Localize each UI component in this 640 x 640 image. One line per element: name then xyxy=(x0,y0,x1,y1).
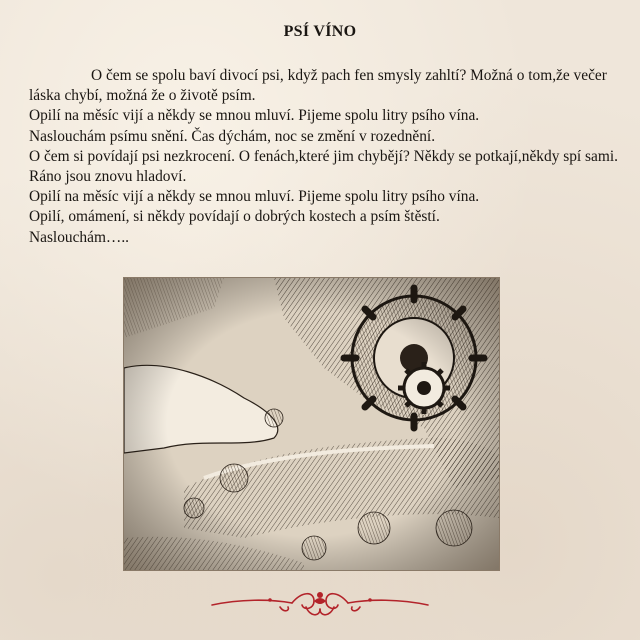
poem-line: Opilí, omámení, si někdy povídají o dobrých kostech a psím štěstí. xyxy=(29,208,440,226)
poem-line: Naslouchám psímu snění. Čas dýchám, noc se změní v rozednění. xyxy=(29,127,436,145)
poem-line: Opilí na měsíc vijí a někdy se mnou mluví. Pijeme spolu litry psího vína. xyxy=(29,188,480,206)
flourish-divider-icon xyxy=(210,585,430,621)
gear-sketch-illustration xyxy=(123,277,500,571)
poem-line: Opilí na měsíc vijí a někdy se mnou mluví. Pijeme spolu litry psího vína. xyxy=(29,107,480,125)
poem-line: O čem se spolu baví divocí psi, když pach fen smysly zahltí? Možná o tom,že večer láska chybí, možná že o životě psím. xyxy=(29,67,607,105)
poem-line: O čem si povídají psi nezkrocení. O fenách,které jim chybějí? Někdy se potkají,někdy spí sami. Ráno jsou znovu hladoví. xyxy=(29,147,618,186)
poem-title: PSÍ VÍNO xyxy=(283,23,357,40)
poem-line: Naslouchám….. xyxy=(29,228,130,246)
poem-body xyxy=(29,66,619,248)
